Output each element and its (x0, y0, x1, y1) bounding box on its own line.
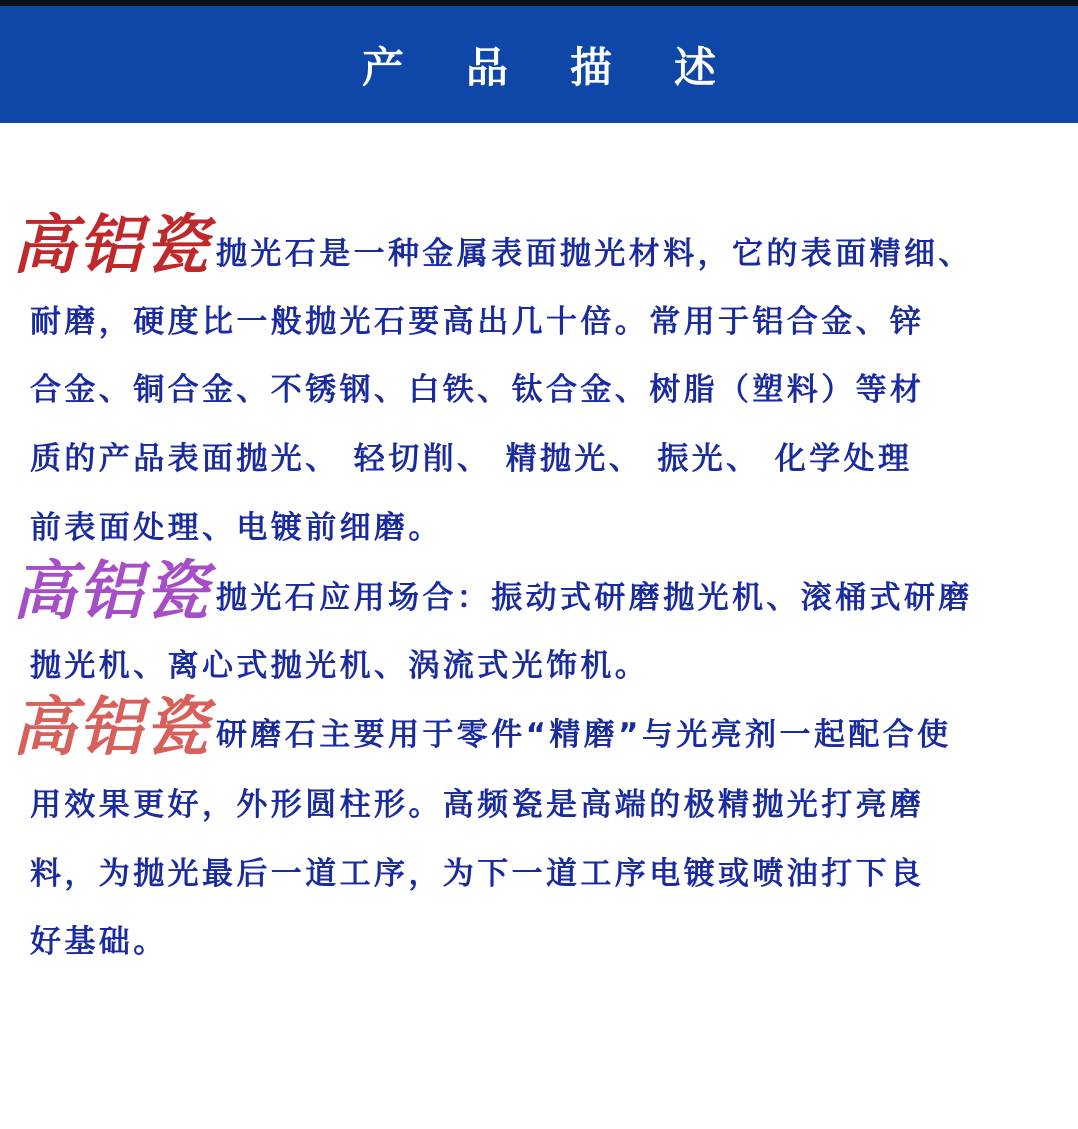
brand-stamp-red: 高铝瓷 (12, 208, 210, 283)
paragraph-1-line-1: 抛光石是一种金属表面抛光材料，它的表面精细、 (216, 236, 973, 272)
paragraph-1-line-2: 耐磨，硬度比一般抛光石要高出几十倍。常用于铝合金、锌 (30, 304, 925, 340)
paragraph-1-line-5: 前表面处理、电镀前细磨。 (30, 510, 443, 546)
paragraph-2-line-1: 抛光石应用场合：振动式研磨抛光机、滚桶式研磨 (216, 580, 973, 616)
paragraph-3-line-3: 料，为抛光最后一道工序，为下一道工序电镀或喷油打下良 (30, 856, 925, 892)
paragraph-1-line-4: 质的产品表面抛光、 轻切削、 精抛光、 振光、 化学处理 (30, 441, 913, 477)
paragraph-3-line-4: 好基础。 (30, 924, 168, 960)
paragraph-1-line-3: 合金、铜合金、不锈钢、白铁、钛合金、树脂（塑料）等材 (30, 372, 925, 408)
paragraph-3-line-1: 研磨石主要用于零件“精磨”与光亮剂一起配合使 (216, 717, 952, 753)
paragraph-2-line-2: 抛光机、离心式抛光机、涡流式光饰机。 (30, 648, 650, 684)
paragraph-3-line-2: 用效果更好，外形圆柱形。高频瓷是高端的极精抛光打亮磨 (30, 787, 925, 823)
section-title: 产品描述 (361, 42, 778, 92)
brand-stamp-purple: 高铝瓷 (12, 554, 210, 629)
brand-stamp-salmon: 高铝瓷 (12, 690, 210, 765)
